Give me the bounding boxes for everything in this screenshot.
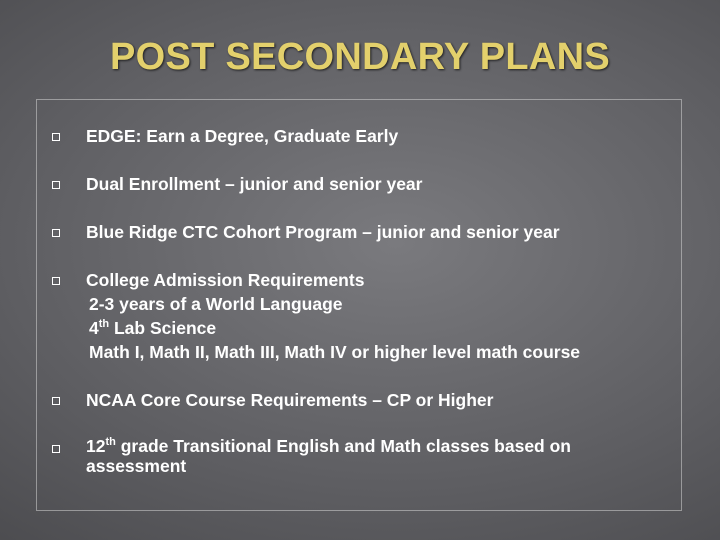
bullet-text-rest: grade Transitional English and Math classes based on bbox=[115, 436, 571, 456]
bullet-text: Blue Ridge CTC Cohort Program – junior and senior year bbox=[86, 222, 560, 242]
slide-title: POST SECONDARY PLANS bbox=[109, 36, 611, 78]
checkbox-icon bbox=[52, 397, 60, 405]
bullet-text-continued: assessment bbox=[86, 456, 187, 476]
bullet-text: Dual Enrollment – junior and senior year bbox=[86, 174, 423, 194]
checkbox-icon bbox=[52, 445, 60, 453]
bullet-item-dual-enrollment bbox=[52, 172, 692, 196]
ordinal-suffix: th bbox=[105, 436, 116, 449]
sub-line-rest: Lab Science bbox=[109, 318, 217, 338]
checkbox-icon bbox=[52, 181, 60, 189]
bullet-item-transitional bbox=[52, 436, 692, 476]
checkbox-icon bbox=[52, 277, 60, 285]
sub-line-world-language: 2-3 years of a World Language bbox=[89, 294, 343, 314]
bullet-item-college-admission bbox=[52, 268, 692, 364]
ordinal-suffix: th bbox=[98, 318, 110, 331]
bullet-item-edge bbox=[52, 124, 692, 148]
bullet-text: EDGE: Earn a Degree, Graduate Early bbox=[86, 126, 399, 146]
checkbox-icon bbox=[52, 133, 60, 141]
bullet-text: NCAA Core Course Requirements – CP or Higher bbox=[86, 390, 494, 410]
sub-line-lab-science bbox=[86, 316, 692, 340]
checkbox-icon bbox=[52, 229, 60, 237]
sub-line-math: Math I, Math II, Math III, Math IV or higher level math course bbox=[89, 342, 581, 362]
ordinal-number: 4 bbox=[89, 318, 99, 338]
ordinal-number: 12 bbox=[86, 436, 106, 456]
bullet-list bbox=[52, 124, 692, 500]
bullet-item-ncaa bbox=[52, 388, 692, 412]
bullet-item-blue-ridge bbox=[52, 220, 692, 244]
bullet-text: College Admission Requirements bbox=[86, 270, 365, 290]
bullet-text bbox=[86, 436, 692, 456]
